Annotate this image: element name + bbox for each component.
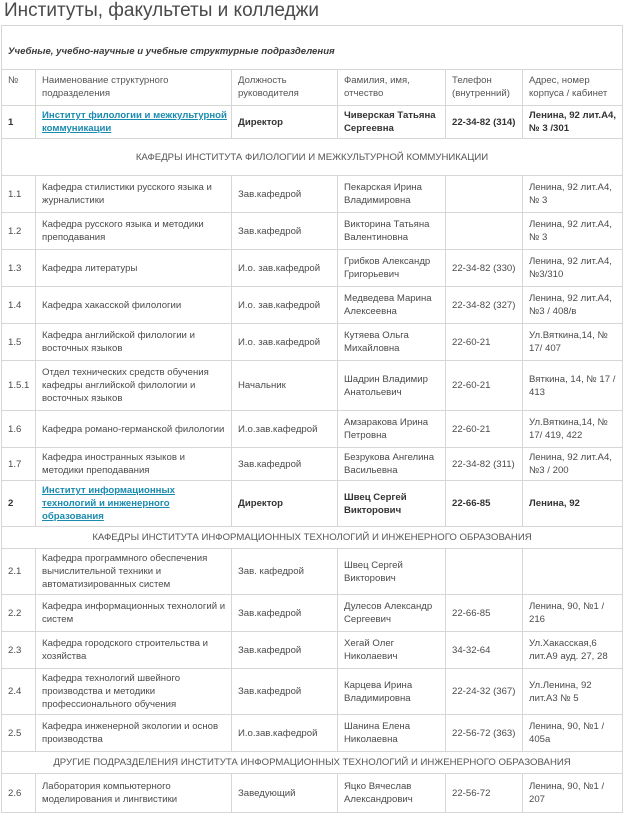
cell-name: Кафедра английской филологии и восточных языков (36, 324, 232, 361)
table-row (2, 213, 623, 250)
cell-position: Заведующий (232, 774, 338, 813)
table-header-row (2, 70, 623, 106)
cell-phone: 22-56-72 (363) (446, 715, 523, 752)
cell-position: И.о. зав.кафедрой (232, 287, 338, 324)
cell-phone: 22-66-85 (446, 595, 523, 632)
cell-num: 1.3 (2, 250, 36, 287)
cell-num: 2.6 (2, 774, 36, 813)
cell-position: Зав.кафедрой (232, 632, 338, 669)
header-person: Фамилия, имя, отчество (338, 70, 446, 106)
cell-num: 1.7 (2, 448, 36, 481)
table-row (2, 715, 623, 752)
cell-position: И.о.зав.кафедрой (232, 411, 338, 448)
table-row (2, 774, 623, 813)
cell-person: Медведева Марина Алексеевна (338, 287, 446, 324)
cell-phone: 22-60-21 (446, 411, 523, 448)
cell-name: Кафедра хакасской филологии (36, 287, 232, 324)
cell-position: Зав.кафедрой (232, 448, 338, 481)
table-row (2, 250, 623, 287)
cell-num: 2 (2, 481, 36, 527)
cell-position: Зав.кафедрой (232, 595, 338, 632)
cell-phone: 22-66-85 (446, 481, 523, 527)
cell-person: Пекарская Ирина Владимировна (338, 176, 446, 213)
header-address: Адрес, номер корпуса / кабинет (523, 70, 623, 106)
cell-address: Ленина, 92 лит.А4, № 3 (523, 213, 623, 250)
cell-phone (446, 213, 523, 250)
cell-num: 1.4 (2, 287, 36, 324)
cell-person: Шадрин Владимир Анатольевич (338, 361, 446, 411)
cell-phone: 22-60-21 (446, 324, 523, 361)
cell-name: Кафедра технологий швейного производства и методики профессионального обучения (36, 669, 232, 715)
cell-address: Ул.Хакасская,6 лит.А9 ауд. 27, 28 (523, 632, 623, 669)
cell-address: Ленина, 90, №1 / 405а (523, 715, 623, 752)
cell-name (36, 481, 232, 527)
cell-person: Амзаракова Ирина Петровна (338, 411, 446, 448)
table-caption: Учебные, учебно-научные и учебные структурные подразделения (2, 26, 623, 70)
cell-num: 2.3 (2, 632, 36, 669)
cell-num: 1.1 (2, 176, 36, 213)
structure-table (1, 25, 623, 813)
cell-address: Ул.Вяткина,14, № 17/ 407 (523, 324, 623, 361)
table-row (2, 361, 623, 411)
institute-link[interactable]: Институт информационных технологий и инженерного образования (42, 485, 176, 522)
cell-position: И.о. зав.кафедрой (232, 324, 338, 361)
cell-person: Шанина Елена Николаевна (338, 715, 446, 752)
cell-position: Зав.кафедрой (232, 176, 338, 213)
cell-person: Швец Сергей Викторович (338, 481, 446, 527)
section-header-row (2, 139, 623, 176)
cell-phone (446, 176, 523, 213)
cell-num: 1.5.1 (2, 361, 36, 411)
section-header: ДРУГИЕ ПОДРАЗДЕЛЕНИЯ ИНСТИТУТА ИНФОРМАЦИОННЫХ ТЕХНОЛОГИЙ И ИНЖЕНЕРНОГО ОБРАЗОВАНИЯ (2, 752, 623, 774)
cell-phone: 22-34-82 (327) (446, 287, 523, 324)
table-row (2, 549, 623, 595)
cell-person: Грибков Александр Григорьевич (338, 250, 446, 287)
cell-person: Безрукова Ангелина Васильевна (338, 448, 446, 481)
cell-num: 2.2 (2, 595, 36, 632)
cell-name: Кафедра иностранных языков и методики преподавания (36, 448, 232, 481)
cell-phone: 34-32-64 (446, 632, 523, 669)
cell-num: 1.2 (2, 213, 36, 250)
page-title: Институты, факультеты и колледжи (4, 0, 319, 21)
cell-address: Ленина, 92 лит.А4, №3 / 408/в (523, 287, 623, 324)
cell-person: Швец Сергей Викторович (338, 549, 446, 595)
cell-address: Ленина, 92 лит.А4, №3/310 (523, 250, 623, 287)
cell-address: Ленина, 92 (523, 481, 623, 527)
cell-address: Ленина, 90, №1 / 216 (523, 595, 623, 632)
cell-address: Ленина, 90, №1 / 207 (523, 774, 623, 813)
cell-position: И.о. зав.кафедрой (232, 250, 338, 287)
institute-link[interactable]: Институт филологии и межкультурной коммуникации (42, 110, 227, 134)
cell-name: Кафедра стилистики русского языка и журналистики (36, 176, 232, 213)
institute-row (2, 481, 623, 527)
cell-address: Ул.Вяткина,14, № 17/ 419, 422 (523, 411, 623, 448)
cell-person: Карцева Ирина Владимировна (338, 669, 446, 715)
cell-num: 2.4 (2, 669, 36, 715)
table-caption-row (2, 26, 623, 70)
table-row (2, 448, 623, 481)
section-header: КАФЕДРЫ ИНСТИТУТА ФИЛОЛОГИИ И МЕЖКУЛЬТУРНОЙ КОММУНИКАЦИИ (2, 139, 623, 176)
cell-phone: 22-34-82 (311) (446, 448, 523, 481)
cell-phone: 22-24-32 (367) (446, 669, 523, 715)
cell-address (523, 549, 623, 595)
cell-phone: 22-34-82 (314) (446, 106, 523, 139)
section-header-row (2, 752, 623, 774)
cell-position: Зав. кафедрой (232, 549, 338, 595)
cell-position: Директор (232, 106, 338, 139)
cell-num: 1 (2, 106, 36, 139)
institute-row (2, 106, 623, 139)
cell-address: Ленина, 92 лит.А4, № 3 /301 (523, 106, 623, 139)
cell-address: Вяткина, 14, № 17 / 413 (523, 361, 623, 411)
section-header: КАФЕДРЫ ИНСТИТУТА ИНФОРМАЦИОННЫХ ТЕХНОЛОГИЙ И ИНЖЕНЕРНОГО ОБРАЗОВАНИЯ (2, 527, 623, 549)
header-name: Наименование структурного подразделения (36, 70, 232, 106)
cell-person: Чиверская Татьяна Сергеевна (338, 106, 446, 139)
cell-person: Викторина Татьяна Валентиновна (338, 213, 446, 250)
cell-person: Кутяева Ольга Михайловна (338, 324, 446, 361)
table-row (2, 324, 623, 361)
cell-name (36, 106, 232, 139)
cell-num: 1.6 (2, 411, 36, 448)
cell-person: Дулесов Александр Сергеевич (338, 595, 446, 632)
cell-name: Лаборатория компьютерного моделирования и лингвистики (36, 774, 232, 813)
cell-num: 1.5 (2, 324, 36, 361)
cell-name: Кафедра романо-германской филологии (36, 411, 232, 448)
table-row (2, 411, 623, 448)
cell-name: Кафедра инженерной экологии и основ производства (36, 715, 232, 752)
cell-position: Зав.кафедрой (232, 213, 338, 250)
cell-name: Кафедра информационных технологий и систем (36, 595, 232, 632)
section-header-row (2, 527, 623, 549)
cell-name: Кафедра русского языка и методики преподавания (36, 213, 232, 250)
cell-position: И.о.зав.кафедрой (232, 715, 338, 752)
cell-phone: 22-60-21 (446, 361, 523, 411)
cell-name: Отдел технических средств обучения кафедры английской филологии и восточных языков (36, 361, 232, 411)
cell-phone: 22-56-72 (446, 774, 523, 813)
cell-address: Ленина, 92 лит.А4, №3 / 200 (523, 448, 623, 481)
cell-name: Кафедра городского строительства и хозяйства (36, 632, 232, 669)
table-row (2, 287, 623, 324)
cell-position: Начальник (232, 361, 338, 411)
cell-name: Кафедра литературы (36, 250, 232, 287)
cell-person: Яцко Вячеслав Александрович (338, 774, 446, 813)
cell-phone: 22-34-82 (330) (446, 250, 523, 287)
cell-position: Директор (232, 481, 338, 527)
cell-person: Хегай Олег Николаевич (338, 632, 446, 669)
header-num: № (2, 70, 36, 106)
table-row (2, 595, 623, 632)
table-row (2, 632, 623, 669)
cell-address: Ленина, 92 лит.А4, № 3 (523, 176, 623, 213)
cell-num: 2.5 (2, 715, 36, 752)
cell-num: 2.1 (2, 549, 36, 595)
table-row (2, 669, 623, 715)
table-row (2, 176, 623, 213)
cell-name: Кафедра программного обеспечения вычислительной техники и автоматизированных систем (36, 549, 232, 595)
cell-position: Зав.кафедрой (232, 669, 338, 715)
header-phone: Телефон (внутренний) (446, 70, 523, 106)
cell-address: Ул.Ленина, 92 лит.А3 № 5 (523, 669, 623, 715)
header-position: Должность руководителя (232, 70, 338, 106)
cell-phone (446, 549, 523, 595)
